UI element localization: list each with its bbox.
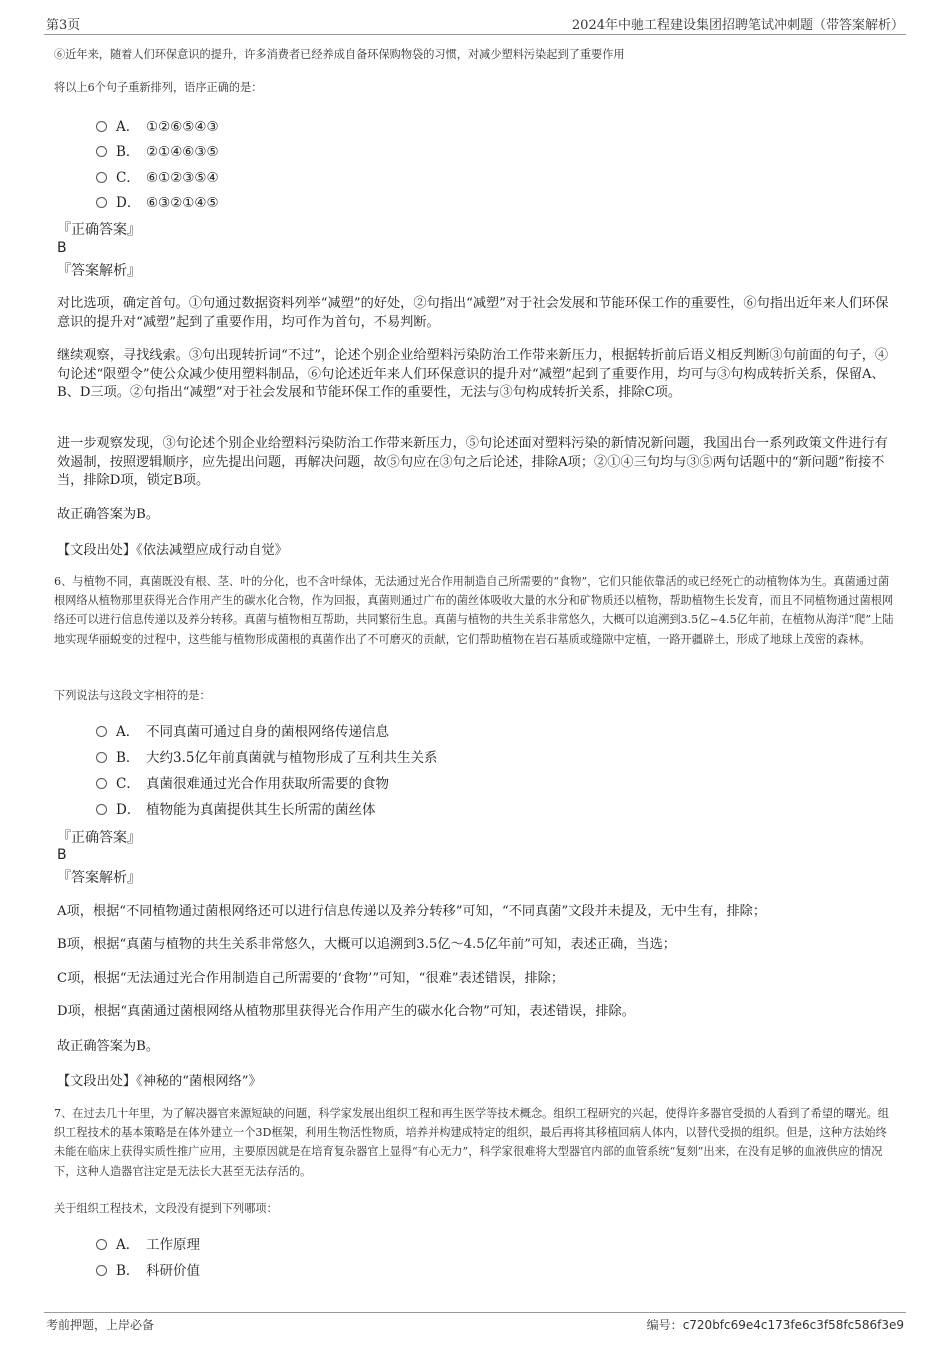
q5-source: 【文段出处】《依法减塑应成行动自觉》 xyxy=(57,543,288,558)
document-title: 2024年中驰工程建设集团招聘笔试冲刺题（带答案解析） xyxy=(571,18,904,33)
q6-option-a[interactable] xyxy=(96,722,389,742)
option-text: 工作原理 xyxy=(146,1237,200,1253)
q5-answer-label: 『正确答案』 xyxy=(57,222,141,238)
option-letter: C． xyxy=(116,776,140,792)
q5-option-a[interactable] xyxy=(96,117,219,137)
option-letter: D． xyxy=(116,195,141,211)
page-number: 第3页 xyxy=(46,18,81,33)
option-text: ⑥①②③⑤④ xyxy=(146,170,219,186)
option-text: 植物能为真菌提供其生长所需的菌丝体 xyxy=(146,802,376,818)
option-letter: B． xyxy=(116,144,140,160)
code-value: c720bfc69e4c173fe6c3f58fc586f3e9 xyxy=(682,1318,904,1332)
option-text: ②①④⑥③⑤ xyxy=(146,144,219,160)
q6-stem: 6、与植物不同，真菌既没有根、茎、叶的分化，也不含叶绿体，无法通过光合作用制造自己所需要的“食物”，它们只能依靠活的或已经死亡的动植物体为生。真菌通过菌根网络从植物那里获得光合作用产生的碳水化合物，作为回报，真菌则通过广布的菌丝体吸收大量的水分和矿物质还以植物，帮助植物生长发育，而且不同植物通过菌根网络还可以进行信息传递以及养分转移。真菌与植物相互帮助，共同繁衍生息。真菌与植物的共生关系非常悠久，大概可以追溯到3.5亿~4.5亿年前，在植物从海洋“爬”上陆地实现华丽蜕变的过程中，这些能与植物形成菌根的真菌作出了不可磨灭的贡献，它们帮助植物在岩石基质或缝隙中定植，一路开疆辟土，形成了地球上茂密的森林。 xyxy=(54,575,894,646)
q6-analysis-a: A项，根据“不同植物通过菌根网络还可以进行信息传递以及养分转移”可知，“不同真菌”文段并未提及，无中生有，排除； xyxy=(57,904,767,919)
option-text: 大约3.5亿年前真菌就与植物形成了互利共生关系 xyxy=(146,750,438,766)
q5-prompt: 将以上6个句子重新排列，语序正确的是： xyxy=(54,81,263,94)
radio-icon[interactable] xyxy=(96,726,107,737)
radio-icon[interactable] xyxy=(96,778,107,789)
q7-prompt: 关于组织工程技术，文段没有提到下列哪项： xyxy=(54,1202,278,1215)
q5-answer: B xyxy=(57,240,67,256)
option-letter: B． xyxy=(116,750,140,766)
q5-analysis-para-1: 对比选项，确定首句。①句通过数据资料列举“减塑”的好处，②句指出“减塑”对于社会发展和节能环保工作的重要性，⑥句指出近年来人们环保意识的提升对“减塑”起到了重要作用，均可作为首句，不易判断。 xyxy=(57,296,889,330)
radio-icon[interactable] xyxy=(96,1265,107,1276)
option-text: 科研价值 xyxy=(146,1263,200,1279)
q5-analysis-para-3: 进一步观察发现，③句论述个别企业给塑料污染防治工作带来新压力，⑤句论述面对塑料污染的新情况新问题，我国出台一系列政策文件进行有效遏制，按照逻辑顺序，应先提出问题，再解决问题，故⑤句应在③句之后论述，排除A项；②①④三句均与③⑤两句话题中的“新问题”衔接不当，排除D项，锁定B项。 xyxy=(57,436,888,489)
q5-conclusion: 故正确答案为B。 xyxy=(57,507,160,522)
radio-icon[interactable] xyxy=(96,121,107,132)
q6-analysis-label: 『答案解析』 xyxy=(57,870,141,886)
q6-conclusion: 故正确答案为B。 xyxy=(57,1039,160,1054)
option-text: ⑥③②①④⑤ xyxy=(146,195,219,211)
q5-analysis-para-2: 继续观察，寻找线索。③句出现转折词“不过”，论述个别企业给塑料污染防治工作带来新压力，根据转折前后语义相反判断③句前面的句子，④句论述“限塑令”使公众减少使用塑料制品，⑥句论述近年来人们环保意识的提升对“减塑”起到了重要作用，均可与③句构成转折关系，保留A、B、D三项。②句指出“减塑”对于社会发展和节能环保工作的重要性，无法与③句构成转折关系，排除C项。 xyxy=(57,348,889,401)
q6-answer-label: 『正确答案』 xyxy=(57,830,141,846)
document-code xyxy=(647,1316,904,1333)
radio-icon[interactable] xyxy=(96,172,107,183)
q5-sentence-6: ⑥近年来，随着人们环保意识的提升，许多消费者已经养成自备环保购物袋的习惯，对减少塑料污染起到了重要作用 xyxy=(54,48,625,61)
q7-option-b[interactable] xyxy=(96,1261,200,1281)
option-letter: B． xyxy=(116,1263,140,1279)
q6-option-c[interactable] xyxy=(96,774,389,794)
option-letter: D． xyxy=(116,802,141,818)
q6-source: 【文段出处】《神秘的“菌根网络”》 xyxy=(57,1074,262,1089)
radio-icon[interactable] xyxy=(96,1239,107,1250)
q5-option-d[interactable] xyxy=(96,193,219,213)
q7-stem: 7、在过去几十年里，为了解决器官来源短缺的问题，科学家发展出组织工程和再生医学等技术概念。组织工程研究的兴起，使得许多器官受损的人看到了希望的曙光。组织工程技术的基本策略是在体外建立一个3D框架，利用生物活性物质，培养并构建成特定的组织，最后再将其移植回病人体内，以替代受损的组织。但是，这种方法始终未能在临床上获得实质性推广应用，主要原因就是在培育复杂器官上显得“有心无力”，科学家很难将大型器官内部的血管系统“复刻”出来，在没有足够的血液供应的情况下，这种人造器官注定是无法长大甚至无法存活的。 xyxy=(54,1107,889,1178)
q6-prompt: 下列说法与这段文字相符的是： xyxy=(54,689,211,702)
option-letter: C． xyxy=(116,170,140,186)
q6-option-d[interactable] xyxy=(96,800,376,820)
q6-analysis-d: D项，根据“真菌通过菌根网络从植物那里获得光合作用产生的碳水化合物”可知，表述错误，排除。 xyxy=(57,1004,635,1019)
radio-icon[interactable] xyxy=(96,752,107,763)
q6-analysis-c: C项，根据“无法通过光合作用制造自己所需要的‘食物’”可知，“很难”表述错误，排除； xyxy=(57,971,565,986)
option-text: 不同真菌可通过自身的菌根网络传递信息 xyxy=(146,724,389,740)
footer-slogan: 考前押题，上岸必备 xyxy=(46,1318,155,1332)
page-header xyxy=(44,14,906,35)
page-footer xyxy=(44,1312,906,1335)
option-letter: A． xyxy=(116,1237,140,1253)
code-label: 编号： xyxy=(646,1318,683,1332)
q5-option-b[interactable] xyxy=(96,142,219,162)
q6-analysis-b: B项，根据“真菌与植物的共生关系非常悠久，大概可以追溯到3.5亿～4.5亿年前”可知，表述正确，当选； xyxy=(57,937,676,952)
q6-answer: B xyxy=(57,847,67,863)
q5-option-c[interactable] xyxy=(96,168,219,188)
option-text: ①②⑥⑤④③ xyxy=(146,119,219,135)
radio-icon[interactable] xyxy=(96,146,107,157)
q7-option-a[interactable] xyxy=(96,1235,200,1255)
q6-option-b[interactable] xyxy=(96,748,437,768)
radio-icon[interactable] xyxy=(96,197,107,208)
q5-analysis-label: 『答案解析』 xyxy=(57,263,141,279)
option-letter: A． xyxy=(116,119,140,135)
option-text: 真菌很难通过光合作用获取所需要的食物 xyxy=(146,776,389,792)
radio-icon[interactable] xyxy=(96,804,107,815)
option-letter: A． xyxy=(116,724,140,740)
